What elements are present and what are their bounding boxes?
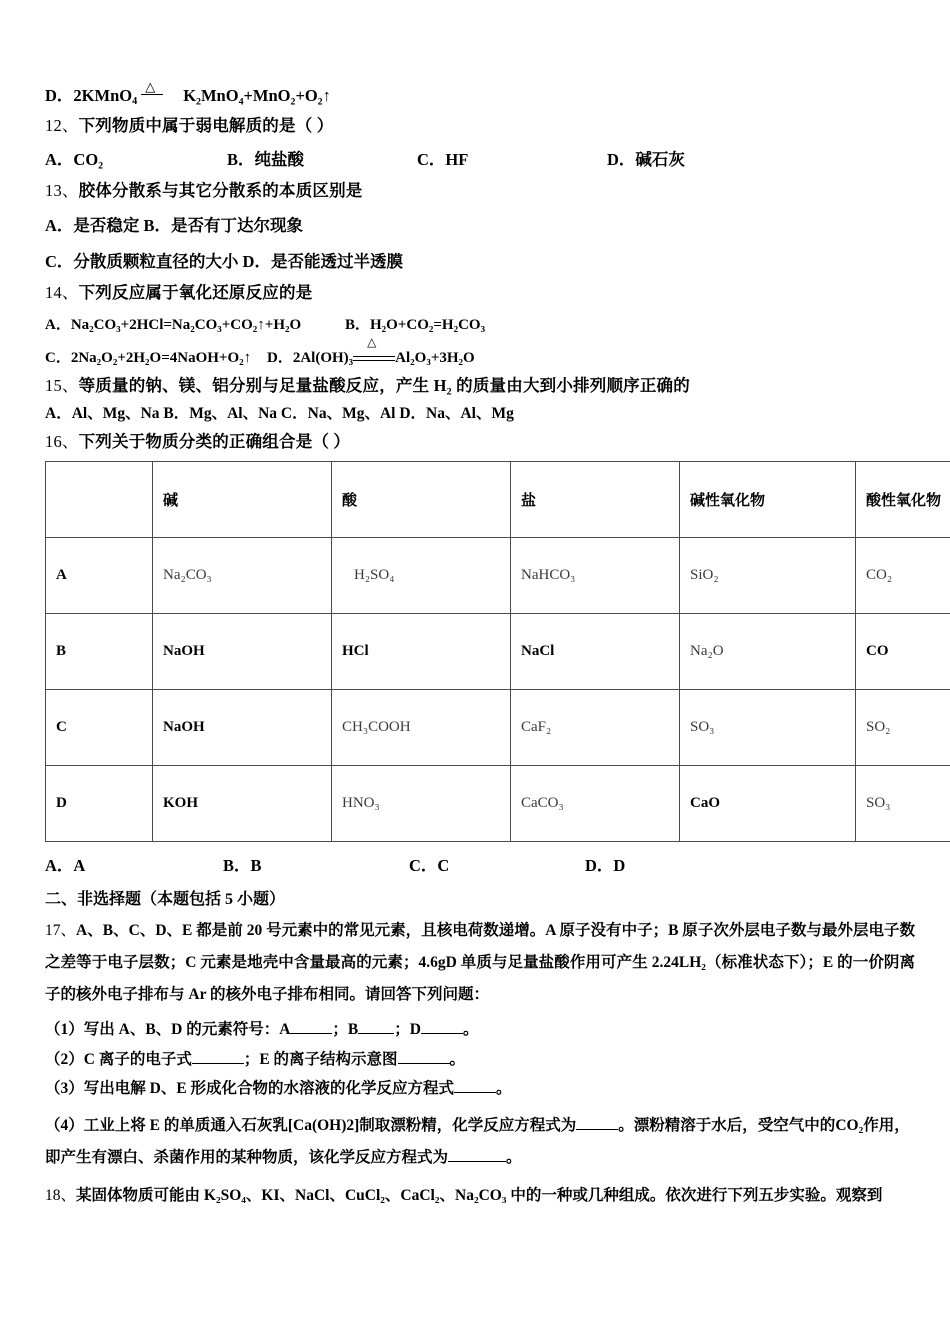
q16-answer-a[interactable]: A．A bbox=[45, 856, 86, 875]
cell-b-acidic-oxide: CO bbox=[856, 614, 950, 690]
table-row bbox=[46, 538, 950, 614]
cell-c-salt: CaF₂ bbox=[511, 690, 680, 766]
cell-b-base: NaOH bbox=[153, 614, 332, 690]
question-17-sub-3: （3）写出电解 D、E 形成化合物的水溶液的化学反应方程式 。 bbox=[45, 1080, 512, 1098]
q14-option-a[interactable]: A．Na₂CO₃+2HCl=Na₂CO₃+CO₂↑+H₂O bbox=[45, 317, 302, 333]
answer-blank-c-electron[interactable] bbox=[192, 1063, 244, 1064]
question-16-stem bbox=[45, 431, 915, 451]
page-content bbox=[45, 79, 942, 1205]
row-label-d: D bbox=[46, 766, 153, 842]
cell-a-acidic-oxide: CO₂ bbox=[856, 538, 950, 614]
question-12-stem bbox=[45, 115, 915, 135]
q14-option-b[interactable]: B．H₂O+CO₂=H₂CO₃ bbox=[345, 317, 486, 333]
question-16-number: 16、 bbox=[45, 431, 79, 451]
option-d-label: D． bbox=[45, 86, 74, 105]
header-acid: 酸 bbox=[332, 462, 511, 538]
cell-a-acid: H₂SO₄ bbox=[332, 538, 511, 614]
question-18-text: 某固体物质可能由 K₂SO₄、KI、NaCl、CuCl₂、CaCl₂、Na₂CO₃ 中的一种或几种组成。依次进行下列五步实验。观察到 bbox=[76, 1186, 883, 1204]
question-18-number: 18、 bbox=[45, 1186, 77, 1204]
q12-option-a[interactable]: A．CO₂ bbox=[45, 150, 104, 169]
question-15-stem bbox=[45, 378, 915, 395]
option-d-right: K₂MnO₄+MnO₂+O₂↑ bbox=[183, 86, 331, 105]
table-row bbox=[46, 690, 950, 766]
question-15-options[interactable]: A．Al、Mg、Na B．Mg、Al、Na C．Na、Mg、Al D．Na、Al、Mg bbox=[45, 404, 514, 422]
answer-blank-b[interactable] bbox=[358, 1033, 394, 1034]
cell-b-acid: HCl bbox=[332, 614, 511, 690]
cell-b-salt: NaCl bbox=[511, 614, 680, 690]
question-17-sub-4: （4）工业上将 E 的单质通入石灰乳[Ca(OH)2]制取漂粉精，化学反应方程式为 。漂粉精溶于水后，受空气中的CO₂作用，即产生有漂白、杀菌作用的某种物质，该化学反应方程式为 。 bbox=[45, 1117, 910, 1166]
cell-d-acidic-oxide: SO₃ bbox=[856, 766, 950, 842]
cell-d-basic-oxide: CaO bbox=[680, 766, 856, 842]
question-13-options-line1[interactable]: A．是否稳定 B．是否有丁达尔现象 bbox=[45, 215, 304, 235]
cell-c-base: NaOH bbox=[153, 690, 332, 766]
question-13-text: 胶体分散系与其它分散系的本质区别是 bbox=[78, 181, 363, 200]
answer-blank-electrolysis[interactable] bbox=[454, 1092, 496, 1093]
question-13-number: 13、 bbox=[45, 181, 79, 200]
question-14-options-line2 bbox=[45, 334, 915, 367]
question-12-number: 12、 bbox=[45, 115, 79, 135]
cell-c-acid: CH₃COOH bbox=[332, 690, 511, 766]
header-basic-oxide: 碱性氧化物 bbox=[680, 462, 856, 538]
classification-table bbox=[45, 461, 950, 842]
cell-a-salt: NaHCO₃ bbox=[511, 538, 680, 614]
question-14-text: 下列反应属于氧化还原反应的是 bbox=[78, 282, 313, 302]
q16-answer-c[interactable]: C．C bbox=[409, 856, 450, 875]
question-16-answers bbox=[45, 852, 915, 876]
q14-option-d[interactable]: D．2Al(OH)₃ △ Al₂O₃+3H₂O bbox=[267, 334, 475, 366]
answer-blank-d[interactable] bbox=[421, 1033, 463, 1034]
q12-option-b[interactable]: B．纯盐酸 bbox=[227, 150, 305, 169]
cell-b-basic-oxide: Na₂O bbox=[680, 614, 856, 690]
q14-option-c[interactable]: C．2Na₂O₂+2H₂O=4NaOH+O₂↑ bbox=[45, 350, 252, 366]
question-14-number: 14、 bbox=[45, 282, 79, 302]
question-12-options bbox=[45, 146, 915, 170]
answer-blank-e-structure[interactable] bbox=[398, 1063, 450, 1064]
cell-a-basic-oxide: SiO₂ bbox=[680, 538, 856, 614]
question-15-number: 15、 bbox=[45, 376, 79, 395]
question-17-text: A、B、C、D、E 都是前 20 号元素中的常见元素，且核电荷数递增。A 原子没有中子；B 原子次外层电子数与最外层电子数之差等于电子层数；C 元素是地壳中含量最高的元素；4.6gD 单质与足量盐酸作用可产生 2.24LH₂（标准状态下）；E 的一价阴离子的核外电子排布与 Ar 的核外电子排布相同。请回答下列问题： bbox=[45, 922, 915, 1003]
section-2-title: 二、非选择题（本题包括 5 小题） bbox=[45, 891, 286, 908]
question-12-text: 下列物质中属于弱电解质的是（ ） bbox=[78, 115, 334, 135]
cell-d-acid: HNO₃ bbox=[332, 766, 511, 842]
answer-blank-bleach-eq[interactable] bbox=[576, 1129, 618, 1130]
table-header-row bbox=[46, 462, 950, 538]
q12-option-c[interactable]: C．HF bbox=[417, 150, 469, 169]
cell-c-basic-oxide: SO₃ bbox=[680, 690, 856, 766]
row-label-b: B bbox=[46, 614, 153, 690]
q12-option-d[interactable]: D．碱石灰 bbox=[607, 150, 685, 169]
row-label-a: A bbox=[46, 538, 153, 614]
answer-blank-a[interactable] bbox=[290, 1033, 332, 1034]
question-17-sub-2: （2）C 离子的电子式 ；E 的离子结构示意图 。 bbox=[45, 1050, 466, 1068]
q16-answer-b[interactable]: B．B bbox=[223, 856, 262, 875]
question-16-text: 下列关于物质分类的正确组合是（ ） bbox=[78, 431, 351, 451]
header-acidic-oxide: 酸性氧化物 bbox=[856, 462, 950, 538]
question-13-stem bbox=[45, 183, 915, 200]
option-d-left-sub: 4 bbox=[132, 95, 138, 107]
cell-a-base: Na₂CO₃ bbox=[153, 538, 332, 614]
question-15-text: 等质量的钠、镁、铝分别与足量盐酸反应，产生 H₂ 的质量由大到小排列顺序正确的 bbox=[78, 376, 690, 395]
header-base: 碱 bbox=[153, 462, 332, 538]
table-row bbox=[46, 614, 950, 690]
question-14-stem bbox=[45, 282, 915, 302]
option-d-equation-top: D．2KMnO$_4$ △ K₂MnO₄+MnO₂+O₂↑ bbox=[45, 79, 331, 107]
question-17-number: 17、 bbox=[45, 922, 77, 939]
table-row bbox=[46, 766, 950, 842]
question-18 bbox=[45, 1183, 915, 1205]
q16-answer-d[interactable]: D．D bbox=[585, 856, 626, 875]
cell-d-salt: CaCO₃ bbox=[511, 766, 680, 842]
question-17-sub-1: （1）写出 A、B、D 的元素符号：A ；B ；D 。 bbox=[45, 1021, 479, 1039]
delta-arrow-icon: △ bbox=[353, 353, 395, 365]
option-d-left: 2KMnO bbox=[73, 86, 133, 105]
cell-c-acidic-oxide: SO₂ bbox=[856, 690, 950, 766]
header-salt: 盐 bbox=[511, 462, 680, 538]
answer-blank-co2-eq[interactable] bbox=[448, 1161, 506, 1162]
cell-d-base: KOH bbox=[153, 766, 332, 842]
question-17-body bbox=[45, 915, 915, 1010]
question-14-options-line1 bbox=[45, 313, 915, 334]
header-blank bbox=[46, 462, 153, 538]
question-13-options-line2[interactable]: C．分散质颗粒直径的大小 D．是否能透过半透膜 bbox=[45, 251, 403, 271]
row-label-c: C bbox=[46, 690, 153, 766]
